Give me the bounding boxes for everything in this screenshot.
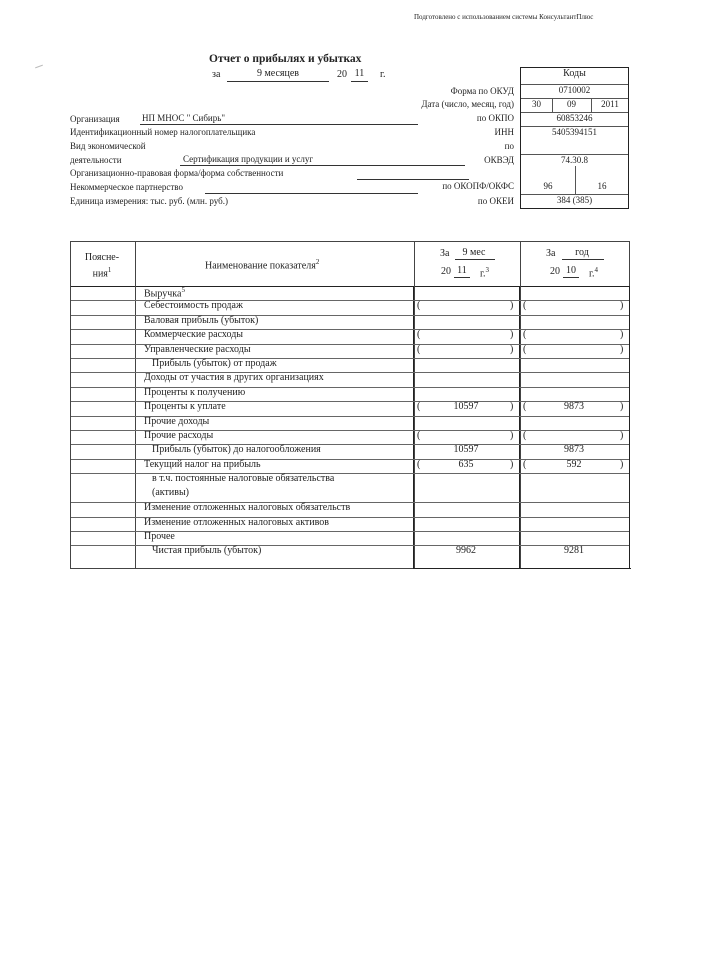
label-form-okud: Форма по ОКУД — [450, 86, 514, 96]
row-value-current: 10597 — [453, 444, 479, 456]
period-year-unit: г. — [380, 69, 386, 80]
report-title: Отчет о прибылях и убытках — [209, 53, 362, 65]
col-prev-year-suffix: 10 — [566, 265, 576, 276]
row-label: Текущий налог на прибыль — [144, 458, 261, 470]
col-prev-year-prefix: 20 — [550, 266, 560, 277]
code-okei: 384 (385) — [556, 195, 593, 205]
paren-close: ) — [510, 401, 514, 413]
label-activity-1: Вид экономической — [70, 141, 146, 151]
paren-open: ( — [417, 401, 421, 413]
legal-form-value: Некоммерческое партнерство — [70, 182, 183, 192]
codes-header: Коды — [563, 68, 586, 79]
label-date: Дата (число, месяц, год) — [421, 99, 514, 109]
codes-box — [520, 67, 629, 209]
col-cur-year-prefix: 20 — [441, 266, 451, 277]
code-date-year: 2011 — [601, 99, 619, 109]
paren-open: ( — [523, 343, 527, 355]
paren-close: ) — [510, 430, 514, 441]
row-value-current: 9962 — [456, 545, 476, 557]
row-value-previous: 592 — [566, 458, 582, 470]
label-okopf: по ОКОПФ/ОКФС — [442, 181, 514, 191]
paren-open: ( — [523, 401, 527, 413]
row-label: Прочие доходы — [144, 415, 210, 427]
row-value-current: 10597 — [453, 401, 479, 413]
col-prev-unit: г.$^4$ — [589, 266, 598, 280]
row-label: в т.ч. постоянные налоговые обязательства — [152, 473, 335, 485]
row-label: Чистая прибыль (убыток) — [152, 545, 262, 557]
row-value-previous: 9873 — [564, 401, 584, 413]
paren-close: ) — [510, 300, 514, 312]
paren-close: ) — [510, 329, 514, 341]
row-label: Проценты к уплате — [144, 401, 226, 413]
paren-close: ) — [510, 343, 514, 355]
code-date-day: 30 — [532, 99, 541, 109]
row-label: Прочие расходы — [144, 430, 214, 441]
col-note-header: Поясне- — [84, 252, 120, 263]
row-label: Доходы от участия в других организациях — [144, 372, 324, 384]
col-cur-unit: г.$^3$ — [480, 266, 489, 280]
row-value-current: 635 — [458, 458, 474, 470]
paren-open: ( — [417, 300, 421, 312]
row-label: Управленческие расходы — [144, 343, 251, 355]
paren-open: ( — [417, 329, 421, 341]
paren-open: ( — [417, 343, 421, 355]
paren-close: ) — [510, 458, 514, 470]
code-inn: 5405394151 — [552, 127, 597, 137]
col-cur-prefix: За — [440, 248, 450, 259]
paren-close: ) — [620, 343, 624, 355]
label-org: Организация — [70, 114, 120, 124]
row-label: Выручка$^5$ — [144, 286, 185, 300]
paren-open: ( — [417, 458, 421, 470]
row-label: Себестоимость продаж — [144, 300, 243, 312]
paren-close: ) — [620, 300, 624, 312]
scan-mark — [35, 65, 43, 69]
label-unit: Единица измерения: тыс. руб. (млн. руб.) — [70, 196, 228, 206]
row-value-previous: 9281 — [564, 545, 584, 557]
row-label: Проценты к получению — [144, 386, 246, 398]
paren-open: ( — [417, 430, 421, 441]
label-okpo: по ОКПО — [476, 113, 514, 123]
period-text: 9 месяцев — [256, 68, 300, 79]
org-name: НП МНОС " Сибирь" — [142, 113, 226, 123]
row-label: Прибыль (убыток) от продаж — [152, 358, 277, 369]
row-label: Прибыль (убыток) до налогообложения — [152, 444, 321, 456]
label-inn-title: Идентификационный номер налогоплательщика — [70, 127, 256, 137]
row-value-previous: 9873 — [564, 444, 584, 456]
row-label-cont: (активы) — [152, 487, 189, 499]
period-prefix: за — [212, 69, 221, 80]
code-date-month: 09 — [567, 99, 576, 109]
label-okei: по ОКЕИ — [477, 196, 514, 206]
label-activity-po: по — [504, 141, 514, 151]
row-label: Коммерческие расходы — [144, 329, 244, 341]
paren-open: ( — [523, 329, 527, 341]
paren-close: ) — [620, 401, 624, 413]
code-okfs: 16 — [597, 181, 607, 191]
code-okved: 74.30.8 — [561, 155, 588, 165]
period-year-prefix: 20 — [337, 69, 347, 80]
paren-open: ( — [523, 300, 527, 312]
row-label: Валовая прибыль (убыток) — [144, 314, 259, 326]
paren-close: ) — [620, 329, 624, 341]
label-activity-2: деятельности — [70, 155, 122, 165]
col-cur-year-suffix: 11 — [457, 265, 467, 276]
period-year-suffix: 11 — [354, 68, 365, 79]
col-cur-period: 9 мес — [462, 247, 486, 258]
paren-close: ) — [620, 458, 624, 470]
col-prev-prefix: За — [546, 248, 556, 259]
header-note: Подготовлено с использованием системы КонсультантПлюс — [414, 13, 594, 21]
paren-open: ( — [523, 430, 527, 441]
label-inn: ИНН — [494, 127, 514, 137]
code-okopf: 96 — [543, 181, 553, 191]
code-okud: 0710002 — [558, 85, 591, 95]
col-prev-period: год — [575, 247, 589, 258]
row-label: Изменение отложенных налоговых обязательств — [144, 502, 351, 514]
row-label: Прочее — [144, 531, 175, 542]
col-name-header: Наименование показателя$^2$ — [205, 258, 320, 272]
col-note-header-2: ния$^1$ — [92, 266, 112, 280]
code-okpo: 60853246 — [556, 113, 593, 123]
label-legal-form: Организационно-правовая форма/форма собственности — [70, 168, 284, 178]
paren-open: ( — [523, 458, 527, 470]
paren-close: ) — [620, 430, 624, 441]
row-label: Изменение отложенных налоговых активов — [144, 516, 330, 528]
label-okved: ОКВЭД — [484, 155, 514, 165]
activity-value: Сертификация продукции и услуг — [183, 154, 314, 164]
